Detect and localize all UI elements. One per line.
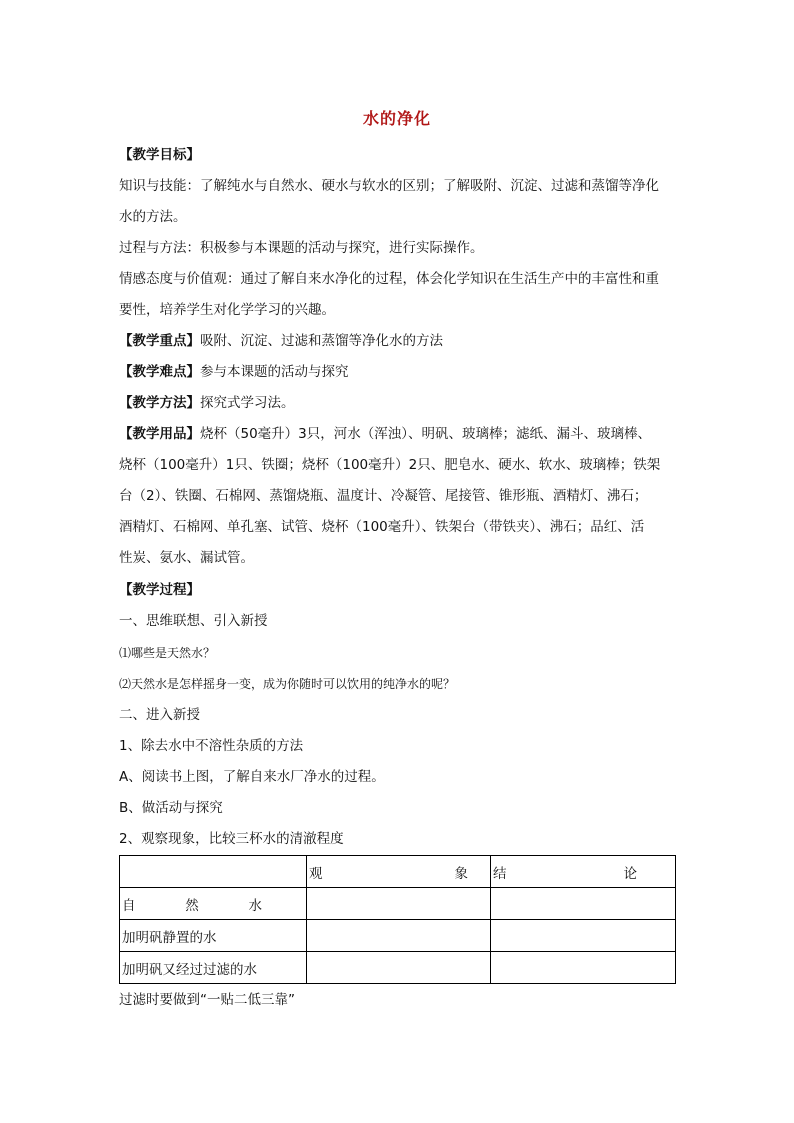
conclusion-cell[interactable]	[491, 888, 676, 920]
process-line: 一、思维联想、引入新授	[119, 613, 268, 629]
process-line: ⑴哪些是天然水？	[119, 646, 216, 660]
supplies-line: 性炭、氨水、漏试管。	[119, 550, 254, 566]
footer-note: 过滤时要做到“一贴二低三靠”	[119, 992, 295, 1008]
table-corner-cell	[120, 856, 307, 888]
conclusion-cell[interactable]	[491, 920, 676, 952]
header-conclusion: 结 论	[491, 856, 676, 888]
objective-line: 要性，培养学生对化学学习的兴趣。	[119, 302, 335, 318]
supplies-line: 酒精灯、石棉网、单孔塞、试管、烧杯（100毫升）、铁架台（带铁夹）、沸石；品红、活	[119, 519, 645, 535]
table-row	[120, 920, 676, 952]
key-point	[119, 331, 675, 351]
row-label-natural-water: 自 然 水	[120, 888, 307, 920]
supplies-text: 烧杯（50毫升）3只，河水（浑浊）、明矾、玻璃棒；滤纸、漏斗、玻璃棒、	[200, 426, 652, 442]
phenomenon-cell[interactable]	[307, 920, 491, 952]
objective-line: 情感态度与价值观：通过了解自来水净化的过程，体会化学知识在生活生产中的丰富性和重	[119, 271, 659, 287]
objective-line: 水的方法。	[119, 209, 187, 225]
process-line: 1、除去水中不溶性杂质的方法	[119, 738, 304, 754]
conclusion-cell[interactable]	[491, 952, 676, 984]
supplies-label: 【教学用品】	[119, 426, 200, 442]
row-label-alum-settled: 加明矾静置的水	[120, 920, 307, 952]
supplies-line: 台（2）、铁圈、石棉网、蒸馏烧瓶、温度计、冷凝管、尾接管、锥形瓶、酒精灯、沸石；	[119, 488, 648, 504]
comparison-table	[119, 855, 676, 984]
phenomenon-cell[interactable]	[307, 888, 491, 920]
table-row	[120, 952, 676, 984]
process-heading: 【教学过程】	[119, 582, 200, 598]
method	[119, 393, 675, 413]
method-label: 【教学方法】	[119, 395, 200, 411]
objective-line: 知识与技能：了解纯水与自然水、硬水与软水的区别；了解吸附、沉淀、过滤和蒸馏等净化	[119, 178, 659, 194]
supplies	[119, 424, 675, 444]
difficulty-label: 【教学难点】	[119, 364, 200, 380]
key-point-label: 【教学重点】	[119, 333, 200, 349]
table-row	[120, 888, 676, 920]
header-phenomenon: 观 象	[307, 856, 491, 888]
row-label-alum-filtered: 加明矾又经过过滤的水	[120, 952, 307, 984]
difficulty	[119, 362, 675, 382]
process-line: 二、进入新授	[119, 707, 200, 723]
key-point-text: 吸附、沉淀、过滤和蒸馏等净化水的方法	[200, 333, 443, 349]
supplies-line: 烧杯（100毫升）1只、铁圈；烧杯（100毫升）2只、肥皂水、硬水、软水、玻璃棒；铁架	[119, 457, 661, 473]
process-line: A、阅读书上图，了解自来水厂净水的过程。	[119, 769, 385, 785]
page-title: 水的净化	[362, 109, 431, 128]
method-text: 探究式学习法。	[200, 395, 295, 411]
difficulty-text: 参与本课题的活动与探究	[200, 364, 349, 380]
phenomenon-cell[interactable]	[307, 952, 491, 984]
table-header-row	[120, 856, 676, 888]
objectives-heading: 【教学目标】	[119, 147, 200, 163]
process-line: 2、观察现象，比较三杯水的清澈程度	[119, 831, 344, 847]
process-line: ⑵天然水是怎样摇身一变，成为你随时可以饮用的纯净水的呢？	[119, 677, 456, 691]
objective-line: 过程与方法：积极参与本课题的活动与探究，进行实际操作。	[119, 240, 484, 256]
process-line: B、做活动与探究	[119, 800, 223, 816]
